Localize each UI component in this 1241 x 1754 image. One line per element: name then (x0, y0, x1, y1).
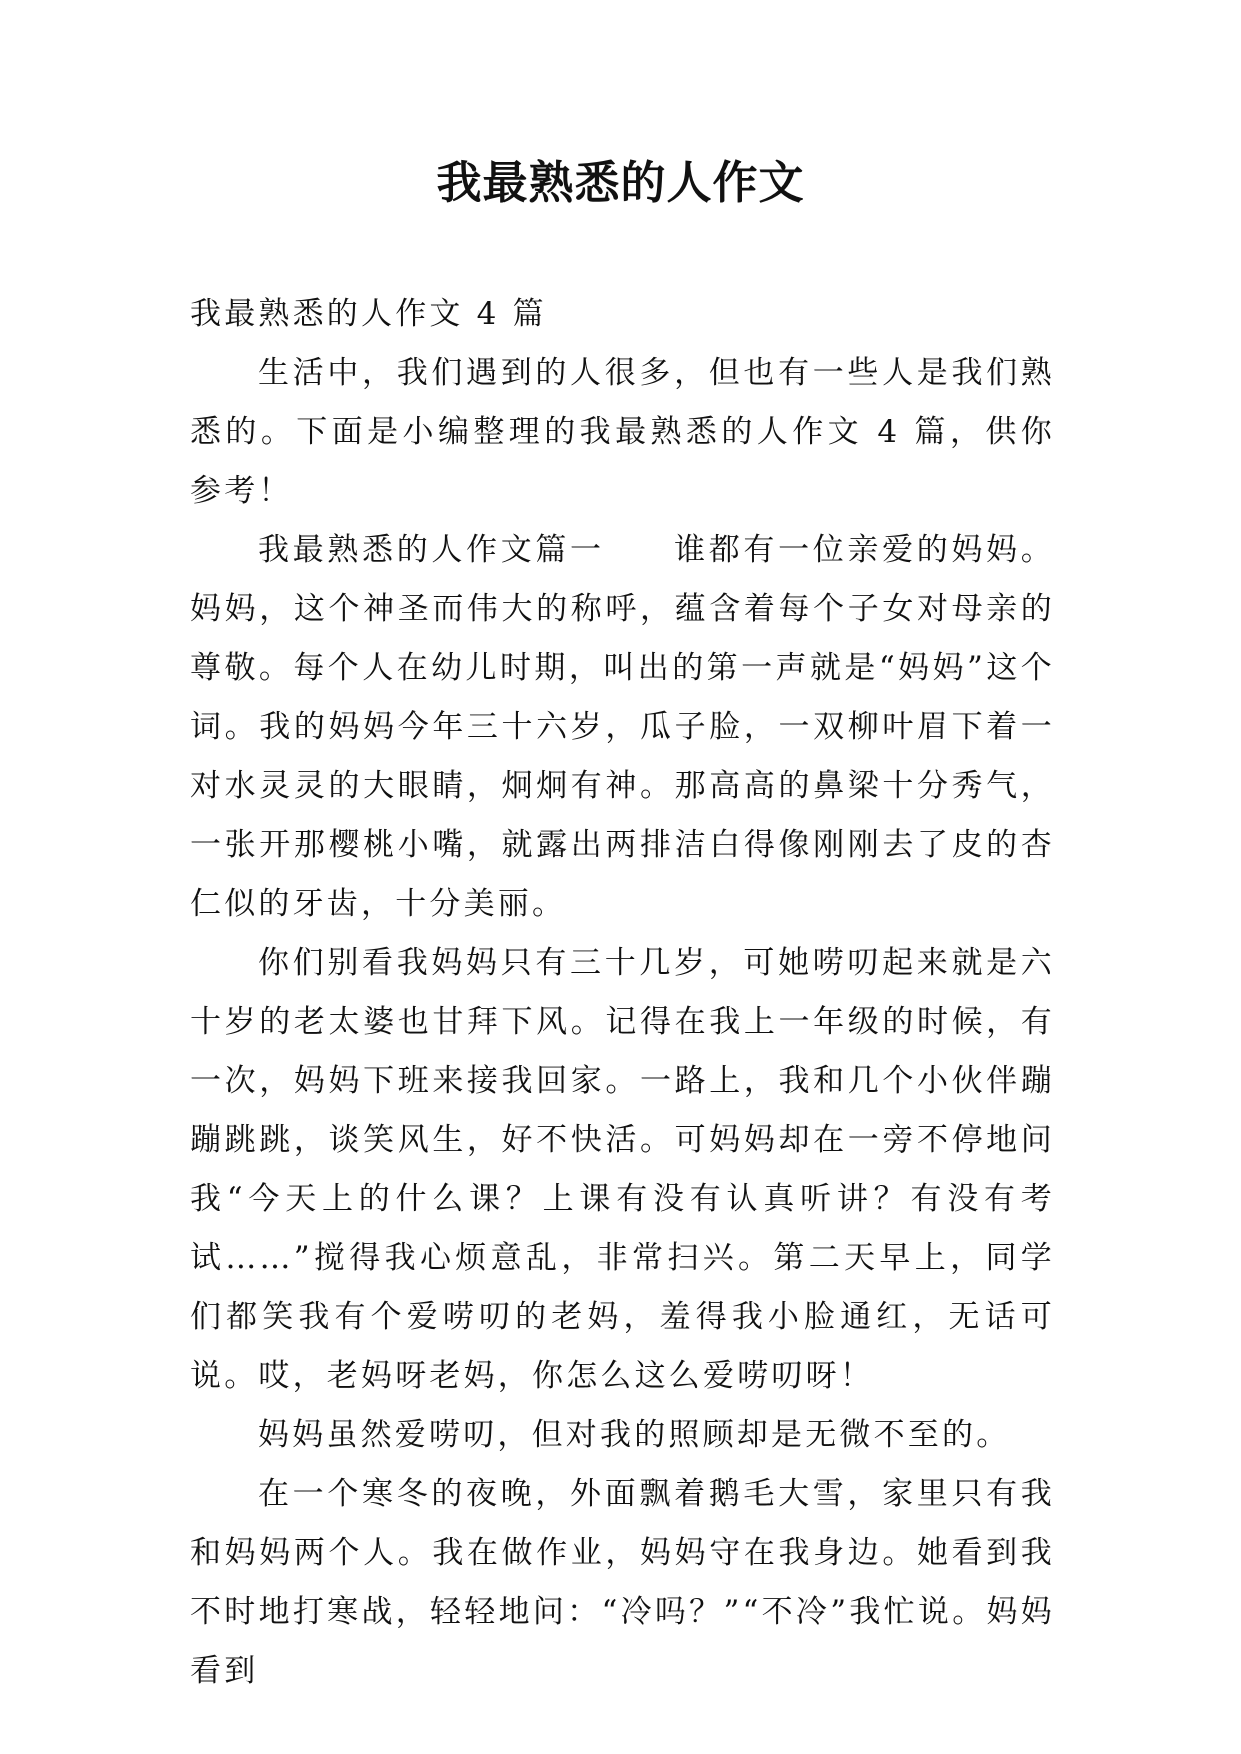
paragraph-intro: 生活中，我们遇到的人很多，但也有一些人是我们熟悉的。下面是小编整理的我最熟悉的人作文 4 篇，供你参考！ (190, 355, 1055, 509)
document-body (190, 285, 1055, 1701)
paragraph-subtitle: 我最熟悉的人作文 4 篇 (190, 296, 547, 332)
paragraph-winter-night: 在一个寒冬的夜晚，外面飘着鹅毛大雪，家里只有我和妈妈两个人。我在做作业，妈妈守在我身边。她看到我不时地打寒战，轻轻地问：“冷吗？”“不冷”我忙说。妈妈看到 (190, 1476, 1055, 1689)
paragraph-nagging-story: 你们别看我妈妈只有三十几岁，可她唠叨起来就是六十岁的老太婆也甘拜下风。记得在我上一年级的时候，有一次，妈妈下班来接我回家。一路上，我和几个小伙伴蹦蹦跳跳，谈笑风生，好不快活。可妈妈却在一旁不停地问我“今天上的什么课？上课有没有认真听讲？有没有考试……”搅得我心烦意乱，非常扫兴。第二天早上，同学们都笑我有个爱唠叨的老妈，羞得我小脸通红，无话可说。哎，老妈呀老妈，你怎么这么爱唠叨呀！ (190, 945, 1055, 1394)
paragraph-essay-one-opening: 我最熟悉的人作文篇一 谁都有一位亲爱的妈妈。妈妈，这个神圣而伟大的称呼，蕴含着每个子女对母亲的尊敬。每个人在幼儿时期，叫出的第一声就是“妈妈”这个词。我的妈妈今年三十六岁，瓜子脸，一双柳叶眉下着一对水灵灵的大眼睛，炯炯有神。那高高的鼻梁十分秀气，一张开那樱桃小嘴，就露出两排洁白得像刚刚去了皮的杏仁似的牙齿，十分美丽。 (190, 532, 1055, 922)
paragraph-care: 妈妈虽然爱唠叨，但对我的照顾却是无微不至的。 (258, 1417, 1011, 1453)
document-title: 我最熟悉的人作文 (436, 156, 805, 209)
